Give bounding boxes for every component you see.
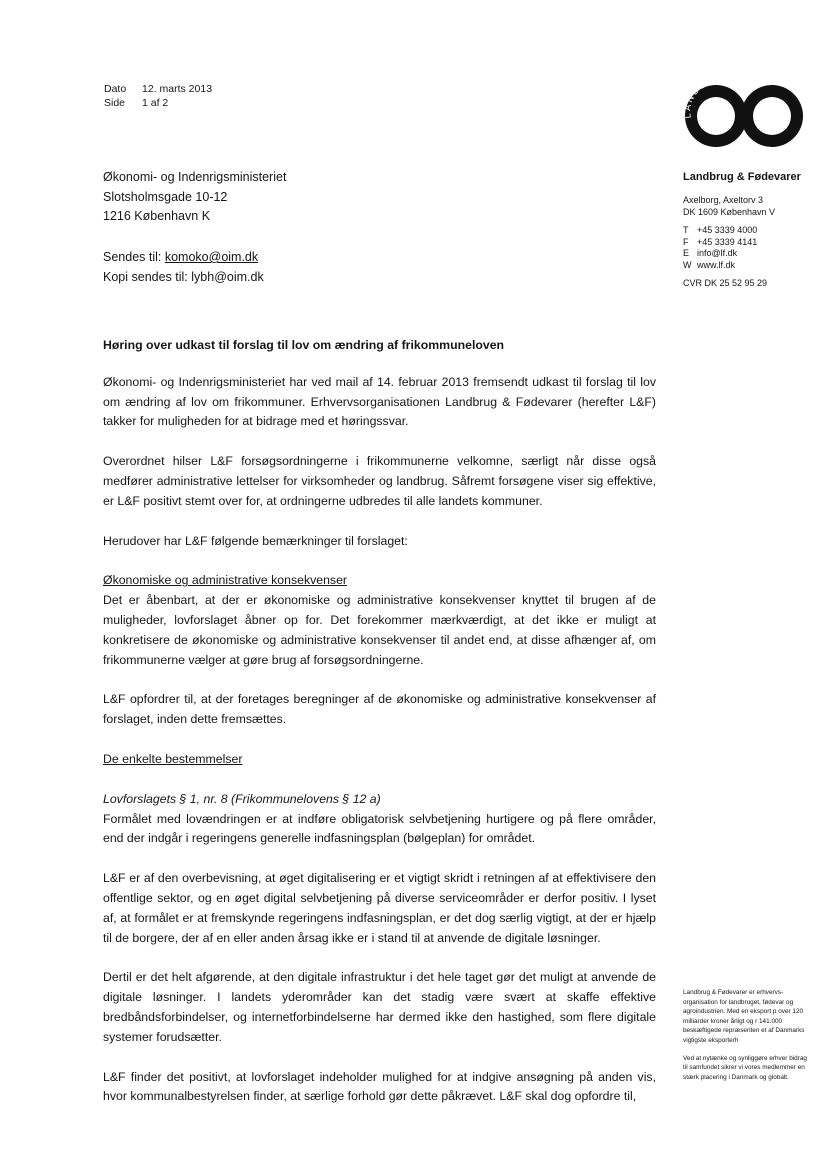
- blurb-paragraph: Ved at nytænke og synliggøre erhver bidrag til samfundet sikrer vi vores medlemmer en stærk placering i Danmark og globalt.: [683, 1054, 807, 1081]
- cc-label: Kopi sendes til:: [103, 269, 188, 284]
- contact-letter: E: [683, 248, 690, 258]
- contact-value: +45 3339 4141: [697, 236, 758, 247]
- sender-info: [683, 171, 801, 290]
- paragraph: Herudover har L&F følgende bemærkninger til forslaget:: [103, 533, 408, 548]
- letter-body: [103, 336, 656, 1127]
- date-label: Dato: [104, 83, 127, 95]
- paragraph: Formålet med lovændringen er at indføre obligatorisk selvbetjening hurtigere og på flere områder, end der indgår i regeringens generelle indfasningsplan (bølgeplan) for området.: [103, 811, 656, 846]
- sender-address-line2: DK 1609 København V: [683, 206, 776, 217]
- date-value: 12. marts 2013: [142, 83, 213, 95]
- sender-address-line1: Axelborg, Axeltorv 3: [683, 195, 764, 205]
- provision-subheading: Lovforslagets § 1, nr. 8 (Frikommunelovens § 12 a): [103, 791, 381, 806]
- send-to-label: Sendes til:: [103, 250, 162, 264]
- page-row: [104, 96, 212, 110]
- logo-text-right: FØDEVARER: [741, 71, 810, 108]
- blurb-paragraph: Landbrug & Fødevarer er erhvervs- organisation for landbruget, fødevar og agroindustrien. Med en eksport p over 120 milliarder kroner årligt og r 141.000 beskæftigede repræsenten et af Danmarks vigtigste eksporterh: [683, 989, 805, 1044]
- send-to-email[interactable]: komoko@oim.dk: [164, 250, 259, 264]
- document-meta: [104, 82, 212, 110]
- send-info: [103, 248, 264, 287]
- paragraph: L&F er af den overbevisning, at øget digitalisering er et vigtigt skridt i retningen af at effektivisere den offentlige sektor, og en øget digital selvbetjening på diverse serviceområder er derfor positiv. I lyset af, at formålet er at fremskynde regeringens indfasningsplan, er det dog særlig vigtigt, at der er hjælp til de borgere, der af en eller anden årsag ikke er i stand til at anvende de digitale løsninger.: [103, 871, 656, 945]
- contact-value[interactable]: www.lf.dk: [697, 259, 736, 270]
- recipient-name: Økonomi- og Indenrigsministeriet: [103, 170, 287, 184]
- contact-letter: F: [683, 236, 689, 247]
- contact-phone: [683, 225, 801, 237]
- section-heading-economic: Økonomiske og administrative konsekvenser: [103, 573, 347, 588]
- recipient-street: Slotsholmsgade 10-12: [103, 189, 228, 204]
- page-label: Side: [104, 97, 126, 109]
- paragraph: Dertil er det helt afgørende, at den digitale infrastruktur i det hele taget gør det muligt at anvende de digitale løsninger. I landets yderområder kan det stadig være svært at skaffe effektive bredbåndsforbindelser, og internetforbindelserne har dermed ikke den hastighed, som flere digitale systemer forudsætter.: [103, 970, 656, 1044]
- contact-value: +45 3339 4000: [697, 225, 758, 235]
- cc-email: lybh@oim.dk: [191, 269, 264, 284]
- date-row: [104, 82, 212, 96]
- contact-letter: T: [683, 225, 689, 235]
- paragraph: Overordnet hilser L&F forsøgsordningerne i frikommunerne velkomne, særligt når disse også medfører administrative lettelser for virksomheder og landbrug. Såfremt forsøgene viser sig effektive, er L&F positivt stemt over for, at ordningerne udbredes til alle landets kommuner.: [103, 454, 656, 508]
- recipient-address: [103, 168, 286, 227]
- page-value: 1 af 2: [142, 97, 169, 109]
- send-to-row: [103, 248, 264, 268]
- letter-title: Høring over udkast til forslag til lov om ændring af frikommuneloven: [103, 338, 505, 352]
- section-heading-provisions: De enkelte bestemmelser: [103, 751, 243, 766]
- organisation-blurb: [683, 988, 807, 1090]
- landbrug-foedevarer-logo: [676, 70, 810, 152]
- contact-fax: [683, 237, 801, 249]
- paragraph: L&F finder det positivt, at lovforslaget indeholder mulighed for at indgive ansøgning på anden vis, hvor kommunalbestyrelsen finder, at særlige forhold gør dette påkrævet. L&F skal dog opfordre til,: [103, 1069, 656, 1104]
- contact-email: [683, 248, 801, 260]
- paragraph: Økonomi- og Indenrigsministeriet har ved mail af 14. februar 2013 fremsendt udkast til forslag til lov om ændring af lov om frikommuner. Erhvervsorganisationen Landbrug & Fødevarer (herefter L&F) takker for muligheden for at bidrage med et høringssvar.: [103, 374, 656, 429]
- logo-text-left: LANDBRUG: [682, 75, 737, 119]
- paragraph: L&F opfordrer til, at der foretages beregninger af de økonomiske og administrative konsekvenser af forslaget, inden dette fremsættes.: [103, 692, 656, 727]
- paragraph: Det er åbenbart, at der er økonomiske og administrative konsekvenser knyttet til brugen af de muligheder, lovforslaget åbner op for. Det forekommer mærkværdigt, at det ikke er muligt at konkretisere de økonomiske og administrative konsekvenser til andet end, at disse afhænger af, om frikommunerne vælger at gøre brug af forsøgsordningerne.: [103, 593, 656, 667]
- contact-web: [683, 260, 801, 272]
- recipient-city: 1216 København K: [103, 209, 211, 223]
- contact-letter: W: [683, 259, 692, 270]
- sender-name: Landbrug & Fødevarer: [683, 171, 801, 183]
- sender-cvr: CVR DK 25 52 95 29: [683, 278, 768, 288]
- contact-value[interactable]: info@lf.dk: [697, 248, 738, 258]
- cc-row: [103, 268, 264, 288]
